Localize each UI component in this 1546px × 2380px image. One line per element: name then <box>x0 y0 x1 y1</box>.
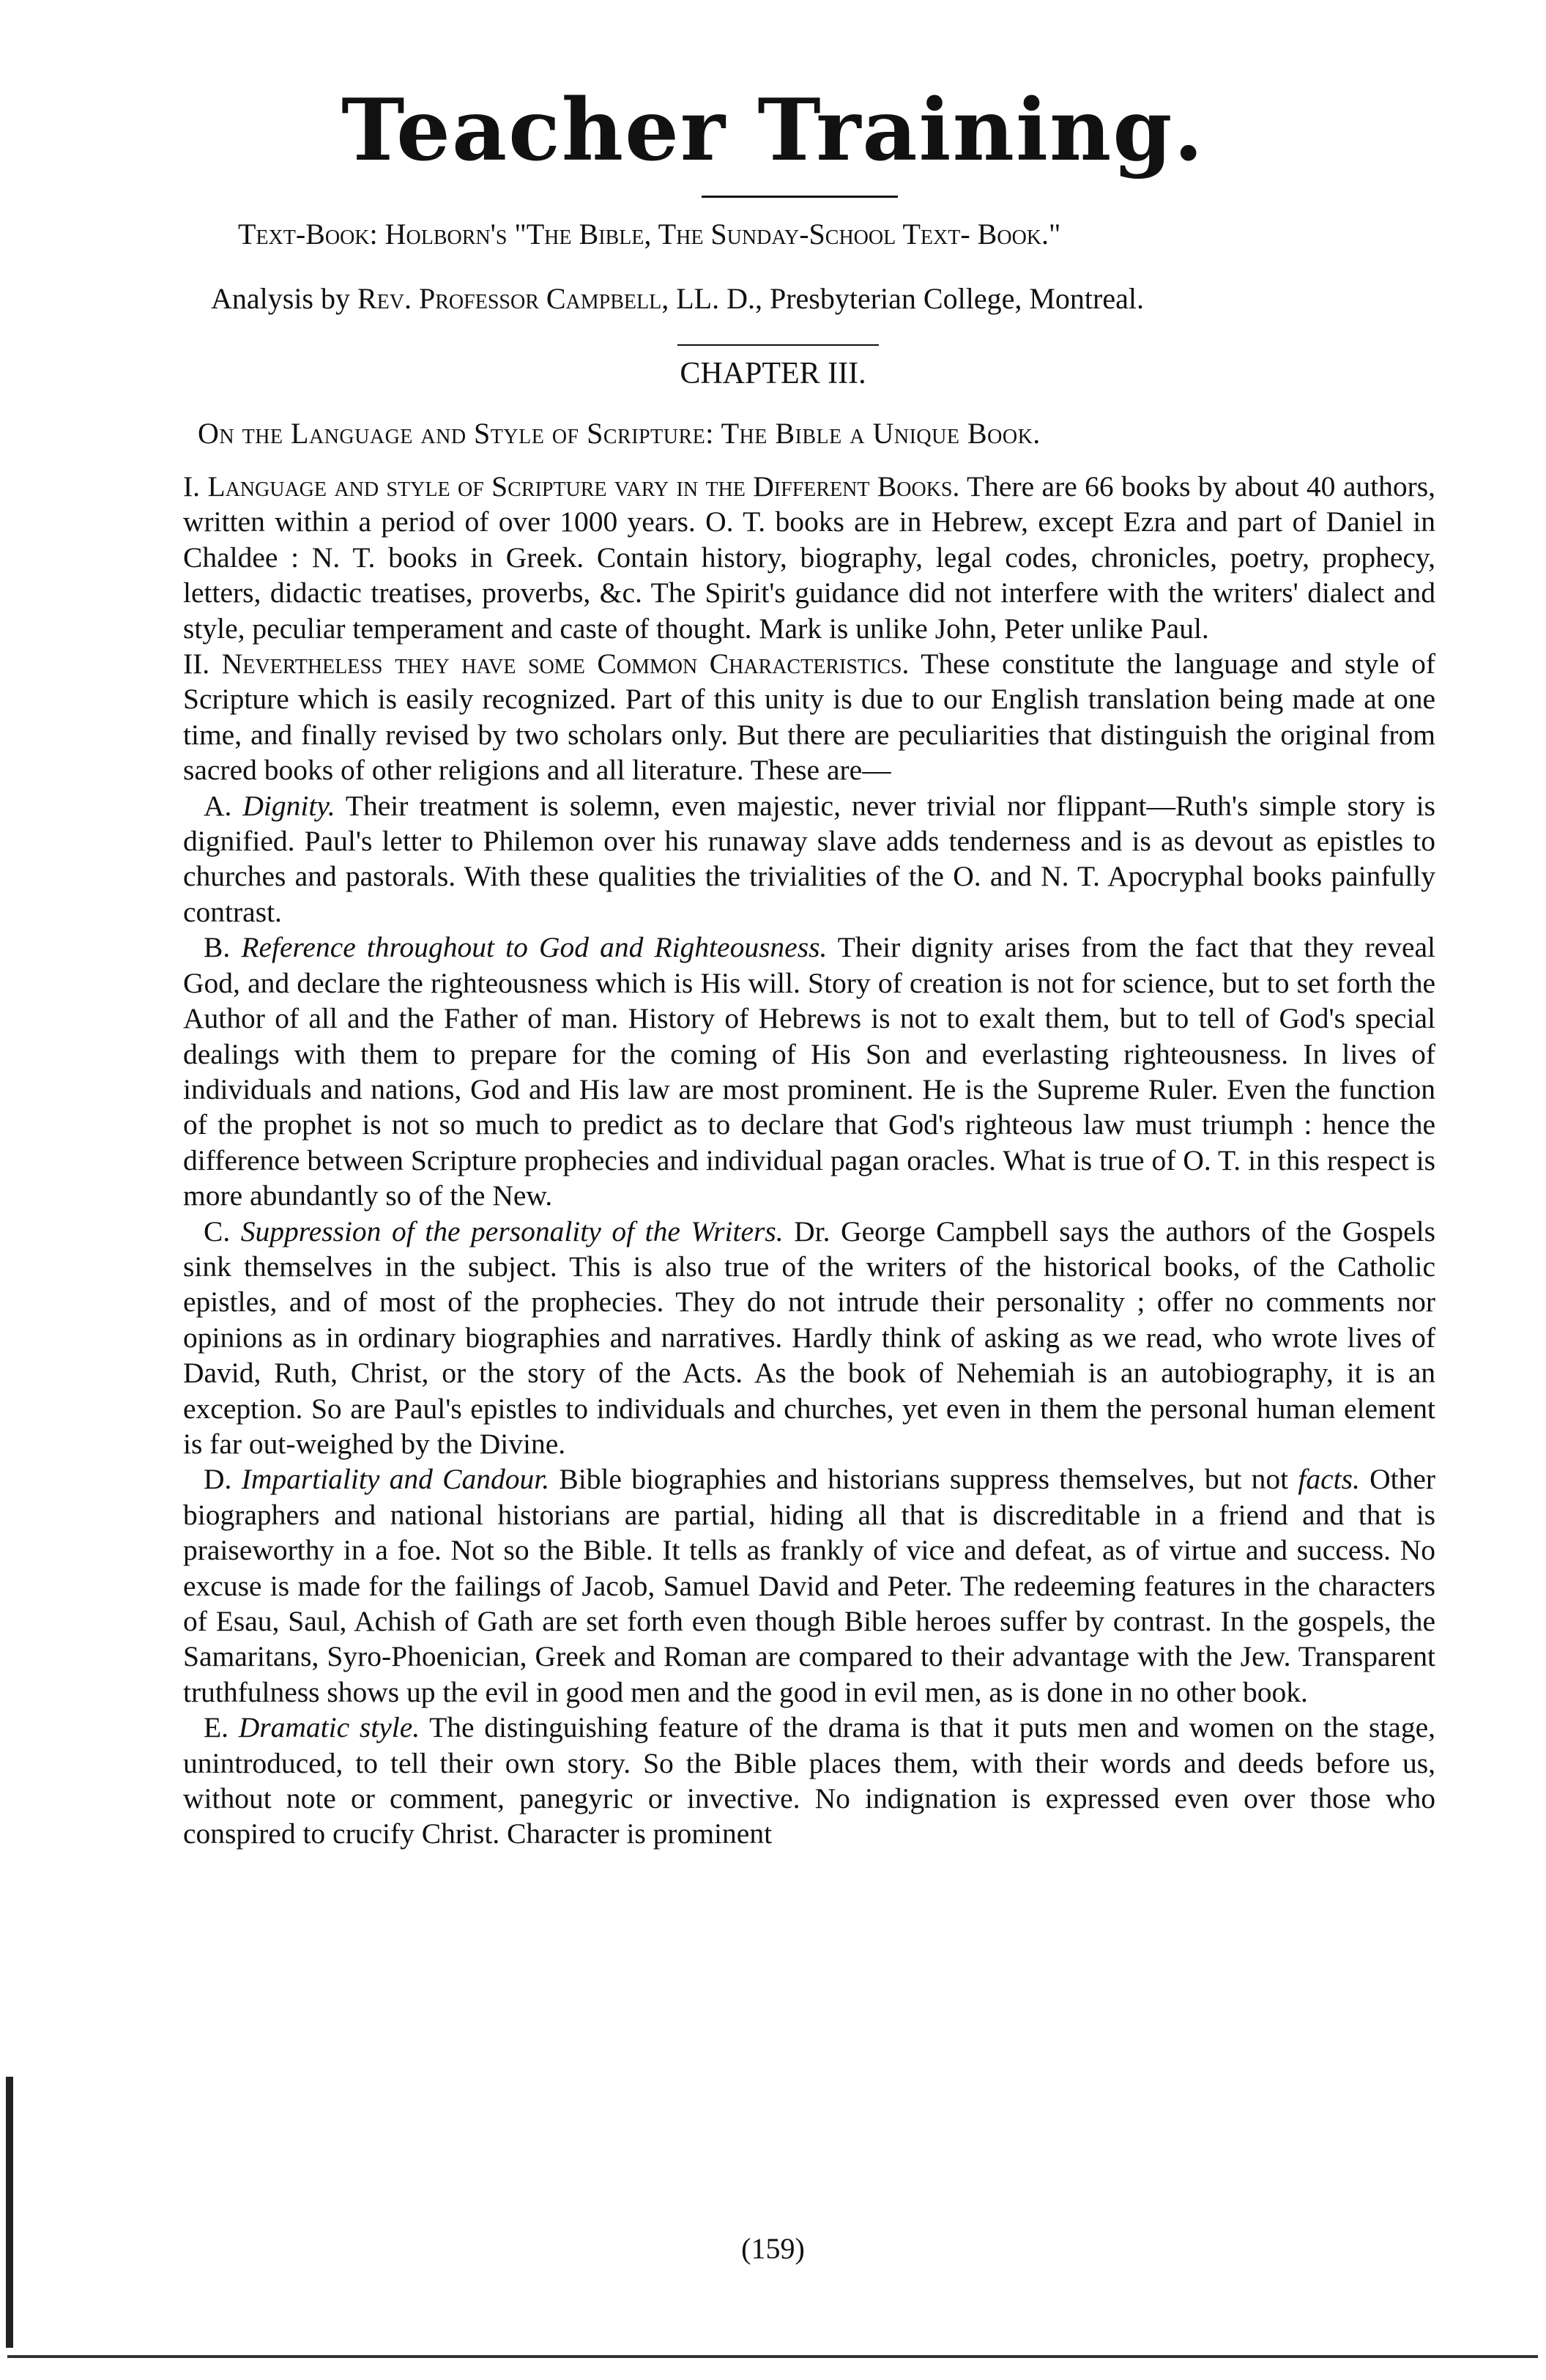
analysis-by: Analysis by <box>211 282 350 315</box>
section-label: A. <box>204 789 232 822</box>
section-text: These constitute the language and style of Scripture which is easily recognized. Part of this unity is due to our English translation being made at one time, and finally revised by two scholars only. But there are peculiarities that distinguish the original from sacred books of other religions and all literature. These are— <box>183 648 1435 787</box>
section-heading: Impartiality and Candour. <box>241 1463 550 1496</box>
textbook-label: Text-Book: <box>238 218 378 251</box>
textbook-line <box>238 217 1490 252</box>
section-heading: Dramatic style. <box>238 1711 420 1744</box>
title-rule <box>702 196 898 198</box>
section-d <box>183 1461 1435 1710</box>
section-label: C. <box>204 1215 231 1248</box>
section-heading: Nevertheless they have some Common Characteristics. <box>221 648 910 681</box>
section-label: D. <box>204 1463 232 1496</box>
section-heading: Language and style of Scripture vary in the Different Books. <box>207 470 960 503</box>
section-text: There are 66 books by about 40 authors, written within a period of over 1000 years. O. T. books are in Hebrew, except Ezra and part of Daniel in Chaldee : N. T. books in Greek. Contain history, biography, legal codes, chronicles, poetry, prophecy, letters, didactic treatises, proverbs, &c. The Spirit's guidance did not interfere with the writers' dialect and style, peculiar temperament and caste of thought. Mark is unlike John, Peter unlike Paul. <box>183 470 1435 645</box>
chapter-rule <box>677 344 879 346</box>
body-text <box>183 469 1435 1852</box>
section-label: II. <box>183 648 210 681</box>
section-text: Dr. George Campbell says the authors of the Gospels sink themselves in the subject. This is also true of the writers of the historical books, of the Catholic epistles, and of most of the prophecies. They do not intrude their personality ; offer no comments nor opinions as in ordinary biographies and narratives. Hardly think of asking as we read, who wrote lives of David, Ruth, Christ, or the story of the Acts. As the book of Nehemiah is an autobiography, it is an exception. So are Paul's epistles to individuals and churches, yet even in them the personal human element is far out-weighed by the Divine. <box>183 1215 1436 1460</box>
section-text-before: Bible biographies and historians suppress themselves, but not <box>559 1463 1289 1496</box>
analysis-line <box>211 281 1463 316</box>
section-text: The distinguishing feature of the drama is that it puts men and women on the stage, unintroduced, to tell their own story. So the Bible places them, with their words and deeds before us, without note or comment, panegyric or invective. No indignation is expressed even over those who conspired to crucify Christ. Character is prominent <box>183 1711 1435 1850</box>
section-i <box>183 469 1435 646</box>
section-c <box>183 1214 1435 1462</box>
page-title: Teacher Training. <box>341 81 1205 180</box>
page-number: (159) <box>741 2232 805 2265</box>
section-e <box>183 1710 1435 1852</box>
chapter-number: CHAPTER III. <box>680 357 866 390</box>
section-text: Their treatment is solemn, even majestic, never trivial nor flippant—Ruth's simple story is dignified. Paul's letter to Philemon over his runaway slave adds tenderness and is as devout as epistles to churches and pastorals. With these qualities the trivialities of the O. and N. T. Apocryphal books painfully contrast. <box>183 789 1435 928</box>
section-b <box>183 930 1435 1213</box>
section-label: I. <box>183 470 201 503</box>
chapter-heading: On the Language and Style of Scripture: The Bible a Unique Book. <box>198 417 1041 450</box>
section-heading: Reference throughout to God and Righteousness. <box>241 931 828 964</box>
section-text: Other biographers and national historians are partial, hiding all that is discreditable in a friend and that is praiseworthy in a foe. Not so the Bible. It tells as frankly of vice and defeat, as of virtue and success. No excuse is made for the failings of Jacob, Samuel David and Peter. The redeeming features in the characters of Esau, Saul, Achish of Gath are set forth even though Bible heroes suffer by contrast. In the gospels, the Samaritans, Syro-Phoenician, Greek and Roman are compared to their advantage with the Jew. Transparent truthfulness shows up the evil in good men and the good in evil men, as is done in no other book. <box>183 1463 1436 1708</box>
analysis-author: Rev. Professor Campbell, LL. D., <box>357 282 762 315</box>
analysis-place: Presbyterian College, Montreal. <box>769 282 1144 315</box>
section-ii <box>183 646 1435 788</box>
section-label: E. <box>204 1711 229 1744</box>
section-text: Their dignity arises from the fact that they reveal God, and declare the righteousness which is His will. Story of creation is not for science, but to set forth the Author of all and the Father of man. History of Hebrews is not to exalt them, but to tell of God's special dealings with them to prepare for the coming of His Son and everlasting righteousness. In lives of individuals and nations, God and His law are most prominent. He is the Supreme Ruler. Even the function of the prophet is not so much to predict as to declare that God's righteous law must triumph : hence the difference between Scripture prophecies and individual pagan oracles. What is true of O. T. in this respect is more abundantly so of the New. <box>183 931 1436 1212</box>
section-heading: Suppression of the personality of the Writers. <box>240 1215 784 1248</box>
textbook-title: Holborn's "The Bible, The Sunday-School Text- Book." <box>384 218 1061 251</box>
scan-edge-line <box>7 2355 1538 2358</box>
section-heading: Dignity. <box>242 789 335 822</box>
section-label: B. <box>204 931 231 964</box>
binding-edge-mark <box>6 2077 13 2348</box>
section-a <box>183 788 1435 930</box>
section-italic-word: facts. <box>1298 1463 1360 1496</box>
